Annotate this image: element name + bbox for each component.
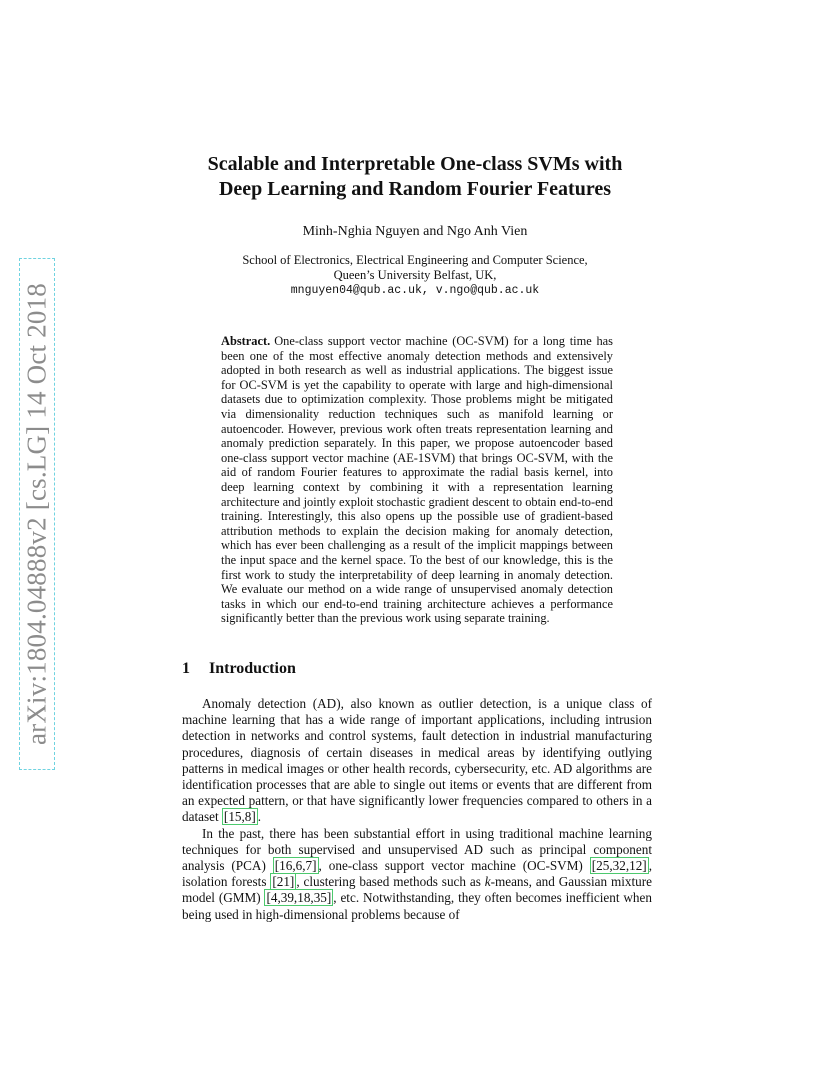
paragraph-text: . (257, 809, 262, 825)
paragraph-text: , isolation forests (182, 858, 652, 890)
section-heading (182, 660, 296, 678)
paragraph-text: , clustering based methods such as (296, 874, 485, 890)
citation-link[interactable]: [15,8] (223, 809, 256, 825)
paragraph-text: , one-class support vector machine (OC-SVM) (318, 858, 590, 874)
paper-title (150, 152, 680, 202)
abstract-text: One-class support vector machine (OC-SVM) for a long time has been one of the most effective anomaly detection methods and extensively adopted in both research as well as industrial applications. The biggest issue for OC-SVM is yet the capability to operate with large and high-dimensional datasets due to optimization complexity. Those problems might be mitigated via dimensionality reduction techniques such as manifold learning or autoencoder. However, previous work often treats representation learning and anomaly prediction separately. In this paper, we propose autoencoder based one-class support vector machine (AE-1SVM) that brings OC-SVM, with the aid of random Fourier features to approximate the radial basis kernel, into deep learning context by combining it with a representation learning architecture and jointly exploit stochastic gradient descent to obtain end-to-end training. Interestingly, this also opens up the possible use of gradient-based attribution methods to explain the decision making for anomaly detection, which has ever been challenging as a result of the implicit mappings between the input space and the kernel space. To the best of our knowledge, this is the first work to study the interpretability of deep learning in anomaly detection. We evaluate our method on a wide range of unsupervised anomaly detection tasks in which our end-to-end training architecture achieves a performance significantly better than the previous work using separate training. (221, 334, 613, 626)
paragraph (182, 696, 652, 826)
paragraph-text: -means, and Gaussian mixture model (GMM) (182, 874, 652, 906)
paragraph-text: Anomaly detection (AD), also known as outlier detection, is a unique class of machine learning that has a wide range of important applications, including intrusion detection in networks and control systems, fault detection in industrial manufacturing procedures, diagnosis of certain diseases in medical areas by identifying outlying patterns in medical images or other health records, cybersecurity, etc. AD algorithms are identification processes that are able to single out items or events that are different from an expected pattern, or that have significantly lower frequencies compared to others in a dataset (182, 696, 652, 825)
citation-link[interactable]: [25,32,12] (591, 858, 647, 874)
math-variable: k (484, 874, 491, 890)
author-emails[interactable]: mnguyen04@qub.ac.uk, v.ngo@qub.ac.uk (290, 284, 540, 297)
paragraph-text: In the past, there has been substantial effort in using traditional machine learning techniques for both supervised and unsupervised AD such as principal component analysis (PCA) (182, 825, 652, 874)
arxiv-stamp[interactable] (19, 258, 55, 770)
citation-link[interactable]: [21] (272, 874, 295, 890)
paragraph (182, 826, 652, 923)
section-title: Introduction (209, 660, 296, 677)
section-number: 1 (182, 660, 190, 677)
affiliation-line-2: Queen’s University Belfast, UK, (333, 268, 497, 282)
affiliation-line-1: School of Electronics, Electrical Engineering and Computer Science, (242, 253, 588, 267)
affiliation (150, 253, 680, 298)
arxiv-identifier[interactable]: arXiv:1804.04888v2 [cs.LG] 14 Oct 2018 (21, 282, 52, 746)
citation-link[interactable]: [16,6,7] (274, 858, 317, 874)
paragraph-text: , etc. Notwithstanding, they often becomes inefficient when being used in high-dimensional problems because of (182, 890, 652, 922)
authors: Minh-Nghia Nguyen and Ngo Anh Vien (302, 224, 528, 239)
title-line-2: Deep Learning and Random Fourier Features (218, 178, 612, 200)
abstract (221, 334, 613, 626)
abstract-heading: Abstract. (221, 334, 271, 348)
citation-link[interactable]: [4,39,18,35] (266, 890, 332, 906)
introduction-body (182, 696, 652, 923)
title-line-1: Scalable and Interpretable One-class SVMs with (207, 153, 623, 175)
